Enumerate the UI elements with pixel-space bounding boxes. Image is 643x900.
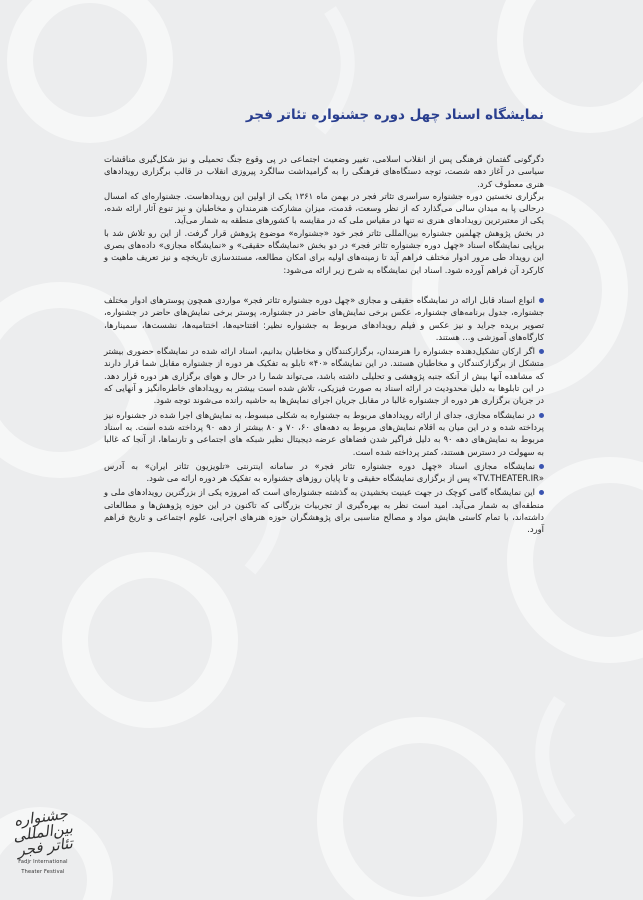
list-item (104, 460, 544, 485)
intro-section (104, 153, 544, 276)
intro-paragraph: دگرگونی گفتمان فرهنگی پس از انقلاب اسلامی، تغییر وضعیت اجتماعی در پی وقوع جنگ تحمیلی و نیز شکل‌گیری مناقشات سیاسی در آغاز دهه شصت، توجه دستگاه‌های فرهنگی را به گرامیداشت سالگرد پیروزی انقلاب در قالب برگزاری رویدادهای هنری معطوف کرد. (104, 154, 544, 189)
document-page (104, 107, 544, 538)
list-item-text: در نمایشگاه مجازی، جدای از ارائه رویدادهای مربوط به جشنواره به شکلی مبسوط، به نمایش‌های اجرا شده در جشنواره نیز پرداخته شده و در این میان به اقلام نمایش‌های مربوط به دهه‌های ۶۰، ۷۰ و ۸۰ بیشتر از دهه ۹۰ پرداخته شده است. به اسناد مربوط به نمایش‌های دهه ۹۰ به دلیل فراگیر شدن فضاهای عرضه دیجیتال نظیر شبکه های اجتماعی و تارنماها، از آنجا که غالبا به سهولت در دسترس هستند، کمتر پرداخته شده است. (104, 409, 544, 457)
list-item (104, 345, 544, 406)
intro-paragraph: در بخش پژوهش چهلمین جشنواره بین‌المللی تئاتر فجر خود «جشنواره» موضوع پژوهش قرار گرفت. از این رو تلاش شد با برپایی نمایشگاه اسناد «چهل دوره جشنواره تئاتر فجر» در دو بخش «نمایشگاه حقیقی» و «نمایشگاه مجازی» داده‌های بصری این رویداد طی مرور ادوار مختلف فراهم آید تا زمینه‌های اولیه برای امکان مطالعه، مستندسازی تاریخچه و نیز تعریف ماهیت و کارکرد آن فراهم آورده شود. اسناد این نمایشگاه به شرح زیر ارائه می‌شود: (104, 227, 544, 275)
bullet-icon (539, 490, 544, 495)
list-item-text: این نمایشگاه گامی کوچک در جهت عینیت بخشیدن به گذشته جشنواره‌ای است که امروزه یکی از بزرگترین رویدادهای ملی و منطقه‌ای به شمار می‌آید. امید است نظر به بهره‌گیری از تجربیات بزرگانی که تاکنون در این حوزه پژوهش‌ها و مطالعاتی داشته‌اند، با تمام کاستی هایش مواد و مصالح مناسبی برای پژوهشگران حوزه هنرهای اجرایی، علوم اجتماعی و تاریخ فراهم آورد. (104, 487, 544, 535)
list-item (104, 294, 544, 343)
intro-paragraph: برگزاری نخستین دوره جشنواره سراسری تئاتر فجر در بهمن ماه ۱۳۶۱ یکی از اولین این رویدادهاست. جشنواره‌ای که امسال درحالی پا به میدان سالی می‌گذارد که از نظر وسعت، قدمت، میزان مشارکت هنرمندان و مخاطبان و نیز تنوع آثار ارائه شده، یکی از معتبرترین رویدادهای هنری نه تنها در مقیاس ملی که در مقایسه با کشورهای منطقه به شمار می‌آید. (104, 190, 544, 226)
festival-logo (4, 804, 82, 875)
list-item-text: نمایشگاه مجازی اسناد «چهل دوره جشنواره تئاتر فجر» در سامانه اینترنتی «تلویزیون تئاتر ایران» به آدرس «TV.THEATER.IR» پس از برگزاری نمایشگاه حقیقی و تا پایان روزهای جشنواره به تفکیک هر دوره ارائه می شود. (104, 460, 544, 484)
document-list (104, 294, 544, 536)
page-title: نمایشگاه اسناد چهل دوره جشنواره تئاتر فجر (245, 107, 544, 123)
bullet-icon (539, 413, 544, 418)
logo-english-line2: Theater Festival (21, 869, 65, 875)
bullet-icon (539, 349, 544, 354)
logo-calligraphy: جشنواره بین‌المللی تئاتر فجر (11, 804, 74, 860)
list-item-text: اگر ارکان تشکیل‌دهنده جشنواره را هنرمندان، برگزارکنندگان و مخاطبان بدانیم، اسناد ارائه شده در نمایشگاه حضوری بیشتر متشکل از برگزارکنندگان و مخاطبان هستند. در این نمایشگاه «۴۰» تابلو به تفکیک هر دوره از جشنواره مقابل شما قرار دارند که مشاهده آنها بیش از آنکه جنبه پژوهشی و تحلیلی داشته باشد، می‌تواند شما را در حال و هوای برگزاری هر دوره قرار دهد. در این تابلوها به دلیل محدودیت در ارائه اسناد به صورت فیزیکی، تلاش شده است بیشتر به رویدادهای خاطره‌انگیز و آنهایی که در جریان برگزاری هر دوره از جشنواره غالبا در مقابل جریان اجرای نمایش‌ها به حاشیه رانده می‌شوند توجه شود. (104, 346, 544, 406)
bullet-icon (539, 464, 544, 469)
list-item-text: انواع اسناد قابل ارائه در نمایشگاه حقیقی و مجازی «چهل دوره جشنواره تئاتر فجر» مواردی همچون پوسترهای ادوار مختلف جشنواره، جدول برنامه‌های جشنواره، عکس برخی نمایش‌های حاضر در جشنواره، پوستر برخی نمایش‌های حاضر در جشنواره، تصویر بریده جراید و نیز عکس و فیلم رویدادهای مربوط به جشنواره نظیر: افتتاحیه‌ها، اختتامیه‌ها، نشست‌ها، سمینارها، کارگاه‌های آموزشی و... هستند. (104, 294, 544, 342)
list-item (104, 486, 544, 535)
bullet-icon (539, 298, 544, 303)
list-item (104, 409, 544, 458)
logo-english-line1: Fadjr International (18, 859, 68, 865)
